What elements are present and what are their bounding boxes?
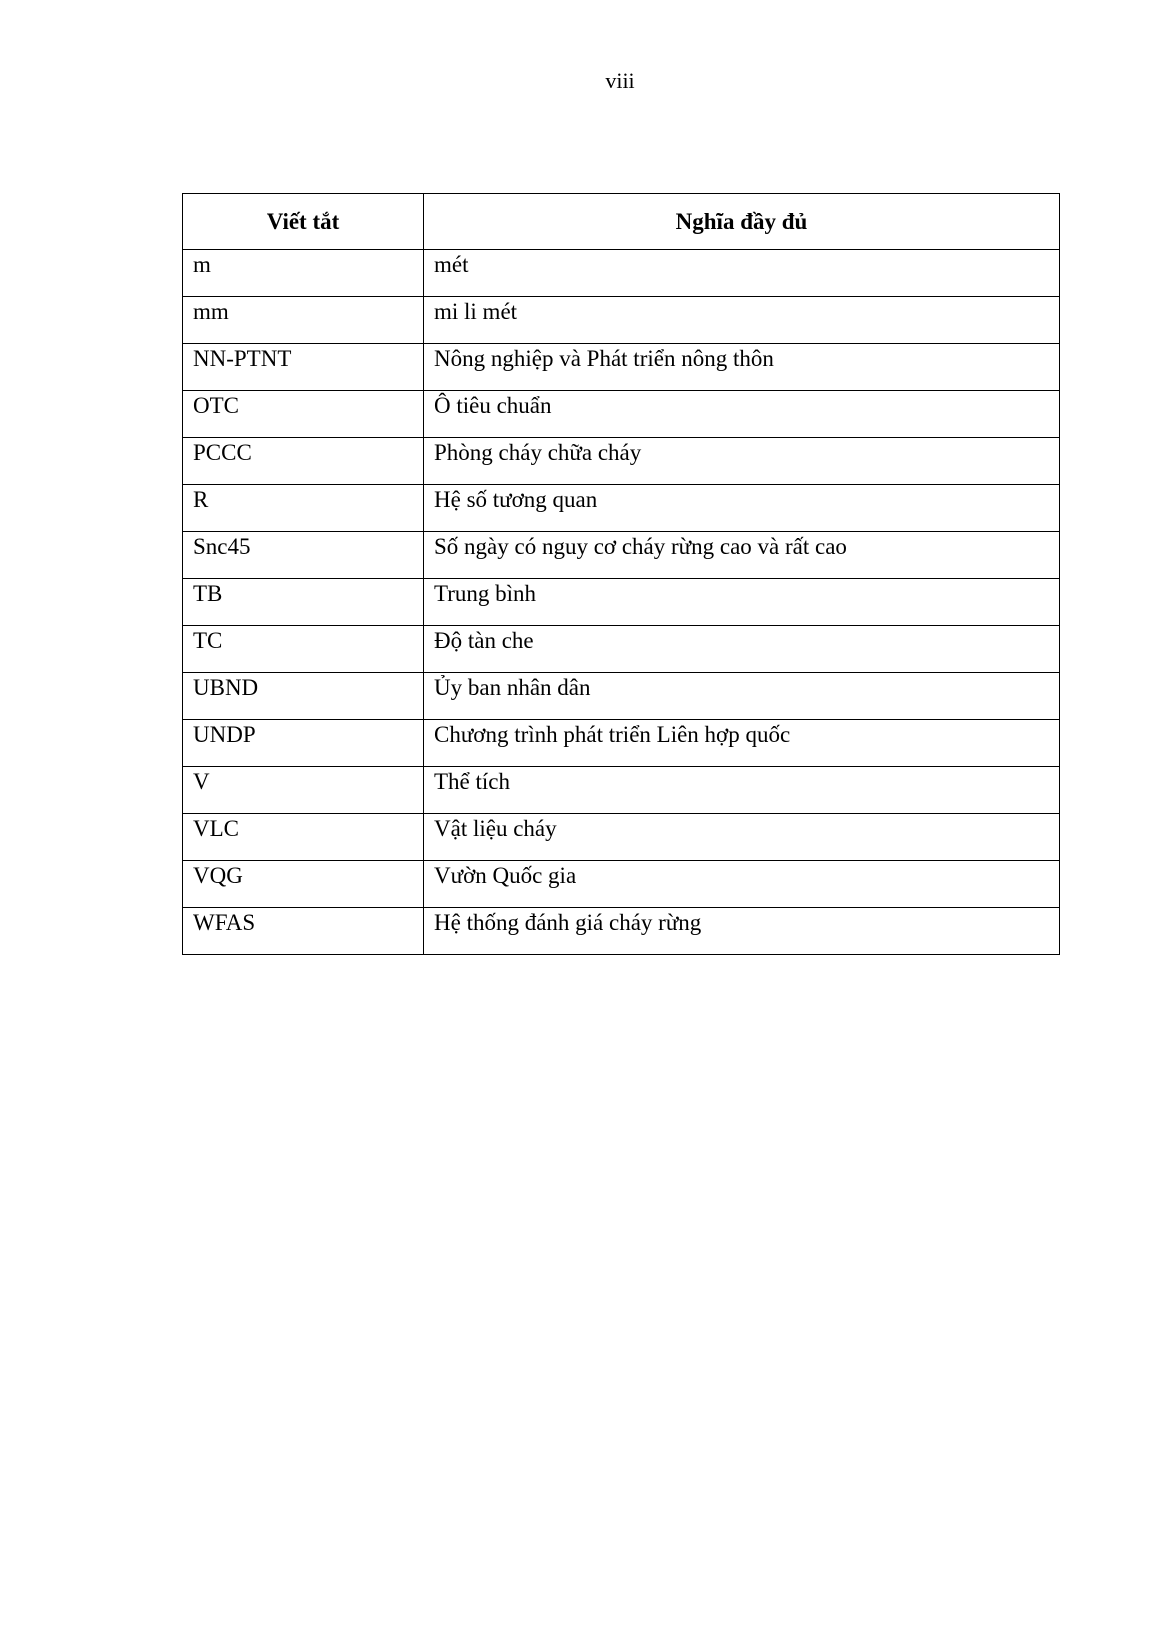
abbreviation-cell: NN-PTNT [183,344,424,391]
meaning-cell: Hệ thống đánh giá cháy rừng [424,908,1060,955]
table-row [183,250,1060,297]
abbreviation-cell: mm [183,297,424,344]
meaning-cell: Vật liệu cháy [424,814,1060,861]
abbreviation-cell: VQG [183,861,424,908]
table-row [183,532,1060,579]
meaning-cell: Phòng cháy chữa cháy [424,438,1060,485]
meaning-cell: Chương trình phát triển Liên hợp quốc [424,720,1060,767]
meaning-cell: Ô tiêu chuẩn [424,391,1060,438]
table-row [183,485,1060,532]
abbreviation-cell: R [183,485,424,532]
abbreviation-cell: V [183,767,424,814]
abbreviation-table [182,193,1060,955]
abbreviation-cell: WFAS [183,908,424,955]
meaning-cell: mét [424,250,1060,297]
meaning-cell: Ủy ban nhân dân [424,673,1060,720]
abbreviation-cell: VLC [183,814,424,861]
meaning-cell: Độ tàn che [424,626,1060,673]
table-row [183,344,1060,391]
meaning-cell: Nông nghiệp và Phát triển nông thôn [424,344,1060,391]
abbreviation-cell: TB [183,579,424,626]
table-row [183,720,1060,767]
table-row [183,673,1060,720]
header-full-meaning: Nghĩa đầy đủ [424,194,1060,250]
meaning-cell: Trung bình [424,579,1060,626]
table-row [183,861,1060,908]
table-row [183,297,1060,344]
meaning-cell: Số ngày có nguy cơ cháy rừng cao và rất cao [424,532,1060,579]
table-row [183,579,1060,626]
abbreviation-cell: OTC [183,391,424,438]
abbreviation-cell: UBND [183,673,424,720]
table-row [183,438,1060,485]
meaning-cell: Vườn Quốc gia [424,861,1060,908]
abbreviation-cell: Snc45 [183,532,424,579]
table-header-row [183,194,1060,250]
table-row [183,626,1060,673]
meaning-cell: Thể tích [424,767,1060,814]
abbreviation-cell: UNDP [183,720,424,767]
table-row [183,908,1060,955]
page-number: viii [605,68,635,93]
abbreviation-cell: TC [183,626,424,673]
table-row [183,767,1060,814]
abbreviation-cell: PCCC [183,438,424,485]
meaning-cell: Hệ số tương quan [424,485,1060,532]
table-row [183,814,1060,861]
header-abbreviation: Viết tắt [183,194,424,250]
abbreviation-cell: m [183,250,424,297]
table-row [183,391,1060,438]
meaning-cell: mi li mét [424,297,1060,344]
